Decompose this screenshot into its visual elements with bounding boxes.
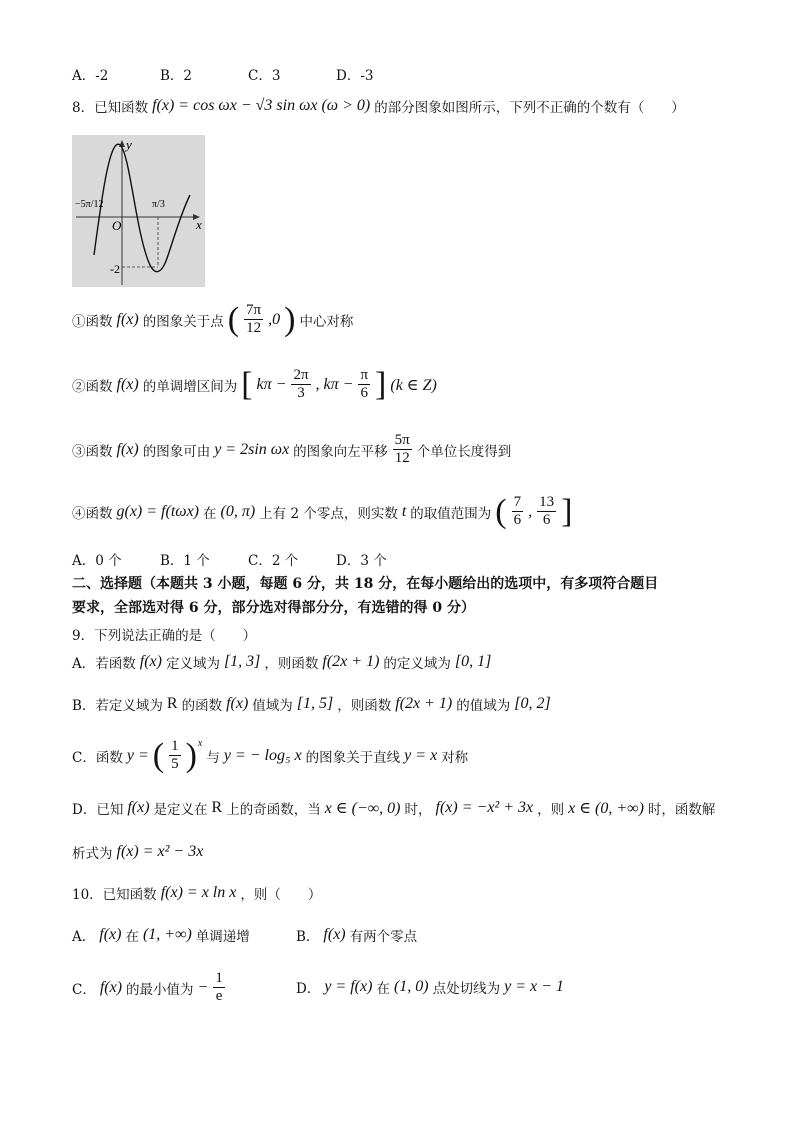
q10-option-c: C． f(x) 的最小值为 − $\frac{1}{e}$: [72, 970, 223, 1004]
q9-option-a: A．若函数 f(x) 定义域为 [1, 3] ，则函数 f(2x + 1) 的定义域为 [0, 1]: [72, 653, 492, 672]
section-2-heading-line-1: 二、选择题（本题共 3 小题，每题 6 分，共 18 分，在每小题给出的选项中，有多项符合题目: [72, 576, 659, 592]
q8-options: [72, 549, 387, 569]
q10-option-a: A． f(x) 在 (1, +∞) 单调递增: [72, 926, 250, 945]
s1-fraction: $\frac{7\pi}{12}$: [246, 302, 262, 336]
q9-option-d-line-1: D．已知 f(x) 是定义在 R 上的奇函数，当 x ∈ (−∞, 0) 时， f(x) = −x² + 3x ，则 x ∈ (0, +∞) 时，函数解: [72, 799, 716, 818]
s1-text-a: ①函数: [72, 313, 113, 330]
q8-formula: f(x) = cos ωx − √3 sin ωx (ω > 0): [152, 97, 371, 114]
q8-option-d: D．3 个: [336, 553, 387, 569]
q10c-fraction: $\frac{1}{e}$: [215, 970, 223, 1004]
s1-tail: ,0: [268, 310, 281, 328]
s1-paren-close: ): [284, 300, 296, 338]
q9-stem: 9．下列说法正确的是（ ）: [72, 628, 257, 644]
s4-text-c: 上有 2 个零点，则实数: [259, 505, 398, 522]
s2-bracket-close: ]: [375, 365, 387, 403]
s4-interval: (0, π): [220, 502, 256, 520]
q7-option-a: A．-2: [72, 68, 109, 84]
q8-graph-left-label: −5π/12: [75, 199, 104, 210]
q8-statement-4: [72, 494, 572, 529]
s4-text-d: 的取值范围为: [410, 505, 492, 522]
s2-func: f(x): [116, 375, 139, 393]
s2-k1: kπ −: [256, 375, 287, 393]
s2-text-b: 的单调增区间为: [142, 378, 238, 395]
s4-fraction-2: $\frac{13}{6}$: [539, 494, 555, 528]
s3-text-d: 个单位长度得到: [416, 443, 512, 460]
s4-text-a: ④函数: [72, 505, 113, 522]
q10-option-b: B． f(x) 有两个零点: [296, 926, 418, 945]
q7-option-c: C．3: [248, 68, 281, 84]
q10-stem: 10．已知函数 f(x) = x ln x ，则（ ）: [72, 884, 322, 903]
q7-option-b: B．2: [160, 68, 193, 84]
q8-option-c: C．2 个: [248, 553, 299, 569]
q8-statement-2: [72, 367, 437, 402]
q8-stem-suffix: 的部分图象如图所示，下列不正确的个数有（ ）: [374, 100, 685, 116]
q9-option-d-line-2: 析式为 f(x) = x² − 3x: [72, 843, 204, 862]
q8-stem: [72, 96, 685, 116]
q8-stem-prefix: 8．已知函数: [72, 100, 149, 116]
q8-graph-origin: O: [112, 218, 122, 233]
q8-option-b: B．1 个: [160, 553, 210, 569]
q8-graph-y-label: y: [126, 137, 132, 152]
q8-function-graph: [72, 135, 205, 287]
s2-fraction-2: $\frac{\pi}{6}$: [360, 367, 369, 401]
s2-bracket-open: [: [241, 365, 253, 403]
s4-comma: ,: [528, 502, 533, 520]
q9c-fraction: $\frac{1}{5}$: [171, 738, 179, 772]
s3-func: f(x): [116, 440, 139, 458]
s4-g: g(x) = f(tωx): [116, 502, 199, 520]
s1-text-c: 中心对称: [299, 313, 354, 330]
s3-y: y = 2sin ωx: [214, 440, 290, 458]
q7-option-d: D．-3: [336, 68, 374, 84]
s3-text-a: ③函数: [72, 443, 113, 460]
q9-option-b: B．若定义域为 R 的函数 f(x) 值域为 [1, 5] ，则函数 f(2x + 1) 的值域为 [0, 2]: [72, 695, 551, 714]
s3-text-b: 的图象可由: [142, 443, 211, 460]
s2-condition: (k ∈ Z): [390, 376, 437, 394]
section-2-heading-line-2: 要求，全部选对得 6 分，部分选对得部分分，有选错的得 0 分）: [72, 600, 475, 616]
q10-option-d: D． y = f(x) 在 (1, 0) 点处切线为 y = x − 1: [296, 978, 564, 997]
q8-option-a: A．0 个: [72, 553, 122, 569]
q7-options: [72, 64, 373, 84]
q9-option-c: C．函数 y = ( $\frac{1}{5}$ ) x 与 y = − log₅ x 的图象关于直线 y = x 对称: [72, 736, 469, 774]
s1-text-b: 的图象关于点: [142, 313, 224, 330]
q8-graph-x-label: x: [196, 217, 202, 232]
s2-k2: , kπ −: [315, 375, 354, 393]
s3-fraction: $\frac{5\pi}{12}$: [394, 432, 410, 466]
s4-bracket-close: ]: [561, 492, 573, 530]
s3-text-c: 的图象向左平移: [293, 443, 388, 460]
s4-text-b: 在: [203, 505, 217, 522]
s2-fraction-1: $\frac{2\pi}{3}$: [293, 367, 309, 401]
s1-paren-open: (: [227, 300, 240, 338]
s4-t: t: [401, 502, 407, 520]
q8-graph-min-label: -2: [110, 262, 120, 276]
q8-graph-right-label: π/3: [152, 199, 165, 210]
s2-text-a: ②函数: [72, 378, 113, 395]
q8-statement-1: [72, 302, 353, 337]
q8-graph-svg: [72, 135, 205, 287]
s1-func: f(x): [116, 310, 139, 328]
q8-statement-3: [72, 432, 511, 467]
s4-paren-open: (: [495, 492, 507, 530]
s4-fraction-1: $\frac{7}{6}$: [513, 494, 522, 528]
